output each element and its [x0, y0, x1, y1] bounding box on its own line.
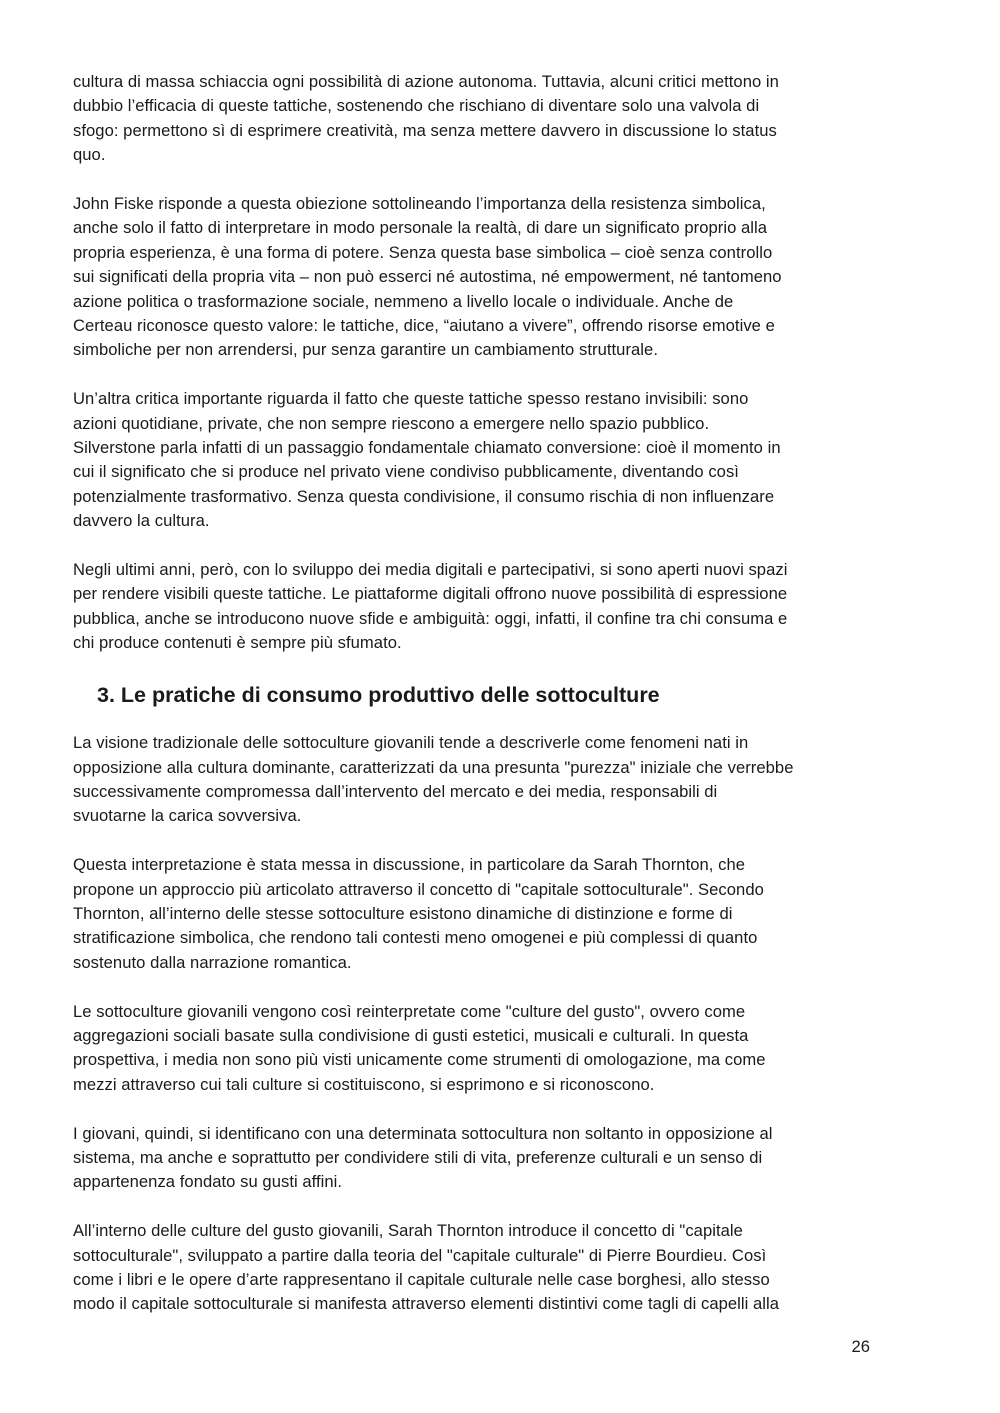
page-number: 26	[851, 1337, 870, 1356]
paragraph-4: Negli ultimi anni, però, con lo sviluppo dei media digitali e partecipativi, si sono aperti nuovi spazi per rendere visibili queste tattiche. Le piattaforme digitali offrono nuove possibilità di espressione pubblica, anche se introducono nuove sfide e ambiguità: oggi, infatti, il confine tra chi consuma e chi produce contenuti è sempre più sfumato.	[73, 560, 788, 653]
paragraph-3: Un’altra critica importante riguarda il fatto che queste tattiche spesso restano invisibili: sono azioni quotidiane, private, che non sempre riescono a emergere nello spazio pubblico. Silverstone parla infatti di un passaggio fondamentale chiamato conversione: cioè il momento in cui il significato che si produce nel privato viene condiviso pubblicamente, diventando così potenzialmente trasformativo. Senza questa condivisione, il consumo rischia di non influenzare davvero la cultura.	[73, 389, 781, 531]
paragraph-5: La visione tradizionale delle sottoculture giovanili tende a descriverle come fenomeni nati in opposizione alla cultura dominante, caratterizzati da una presunta "purezza" iniziale che verrebbe successivamente compromessa dall’intervento del mercato e dei media, responsabili di svuotarne la carica sovversiva.	[73, 733, 794, 826]
section-heading: 3. Le pratiche di consumo produttivo delle sottoculture	[97, 683, 660, 708]
paragraph-7: Le sottoculture giovanili vengono così reinterpretate come "culture del gusto", ovvero come aggregazioni sociali basate sulla condivisione di gusti estetici, musicali e culturali. In questa prospettiva, i media non sono più visti unicamente come strumenti di omologazione, ma come mezzi attraverso cui tali culture si costituiscono, si esprimono e si riconoscono.	[73, 1001, 766, 1094]
page-content	[73, 70, 873, 1341]
paragraph-2: John Fiske risponde a questa obiezione sottolineando l’importanza della resistenza simbolica, anche solo il fatto di interpretare in modo personale la realtà, di dare un significato proprio alla propria esperienza, è una forma di potere. Senza questa base simbolica – cioè senza controllo sui significati della propria vita – non può esserci né autostima, né empowerment, né tantomeno azione politica o trasformazione sociale, nemmeno a livello locale o individuale. Anche de Certeau riconosce questo valore: le tattiche, dice, “aiutano a vivere”, offrendo risorse emotive e simboliche per non arrendersi, pur senza garantire un cambiamento strutturale.	[73, 194, 782, 360]
paragraph-8: I giovani, quindi, si identificano con una determinata sottocultura non soltanto in opposizione al sistema, ma anche e soprattutto per condividere stili di vita, preferenze culturali e un senso di appartenenza fondato su gusti affini.	[73, 1123, 773, 1192]
paragraph-6: Questa interpretazione è stata messa in discussione, in particolare da Sarah Thornton, che propone un approccio più articolato attraverso il concetto di "capitale sottoculturale". Secondo Thornton, all’interno delle stesse sottoculture esistono dinamiche di distinzione e forme di stratificazione simbolica, che rendono tali contesti meno omogenei e più complessi di quanto sostenuto dalla narrazione romantica.	[73, 855, 764, 972]
paragraph-1: cultura di massa schiaccia ogni possibilità di azione autonoma. Tuttavia, alcuni critici mettono in dubbio l’efficacia di queste tattiche, sostenendo che rischiano di diventare solo una valvola di sfogo: permettono sì di esprimere creatività, ma senza mettere davvero in discussione lo status quo.	[73, 72, 779, 165]
paragraph-9: All’interno delle culture del gusto giovanili, Sarah Thornton introduce il concetto di "capitale sottoculturale", sviluppato a partire dalla teoria del "capitale culturale" di Pierre Bourdieu. Così come i libri e le opere d’arte rappresentano il capitale culturale nelle case borghesi, allo stesso modo il capitale sottoculturale si manifesta attraverso elementi distintivi come tagli di capelli alla	[73, 1221, 780, 1314]
